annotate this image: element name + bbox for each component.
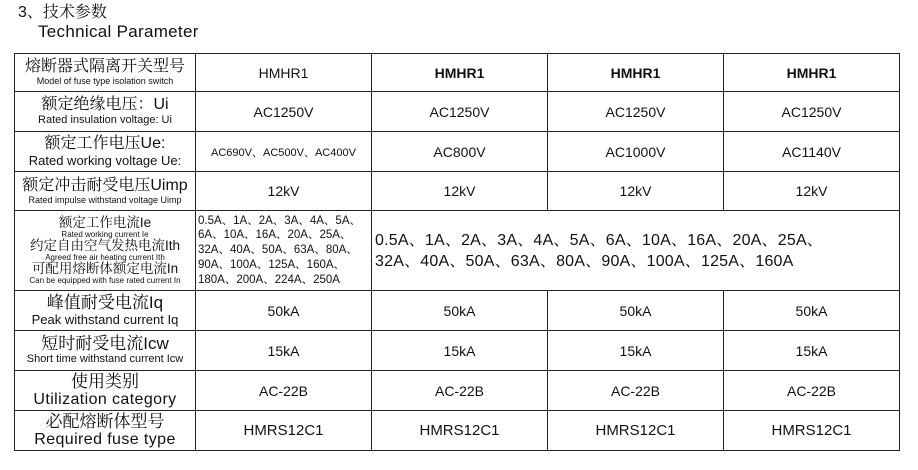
label-insulation-en: Rated insulation voltage: Ui	[38, 114, 172, 126]
cell-current-1	[196, 211, 372, 291]
cell-working-voltage-1: AC690V、AC500V、AC400V	[196, 132, 372, 172]
label-short-time	[15, 331, 196, 371]
table-row-short-time	[15, 331, 900, 371]
table-row-fuse	[15, 411, 900, 451]
label-insulation	[15, 92, 196, 132]
label-utilization-zh: 使用类别	[71, 372, 139, 391]
label-fuse-en: Required fuse type	[34, 431, 176, 448]
current-line: 32A、40A、50A、63A、80A、	[198, 244, 358, 257]
cell-working-voltage-4: AC1140V	[724, 132, 900, 172]
label-fuse-current-en: Can be equipped with fuse rated current In	[29, 276, 181, 285]
label-working-voltage-zh: 额定工作电压Ue:	[44, 135, 166, 152]
cell-impulse-2: 12kV	[372, 172, 548, 211]
label-current	[15, 211, 196, 291]
label-heating-current-zh: 约定自由空气发热电流Ith	[29, 238, 180, 253]
label-fuse-zh: 必配熔断体型号	[45, 412, 165, 431]
label-utilization	[15, 371, 196, 411]
cell-model-1: HMHR1	[196, 54, 372, 92]
cell-short-time-3: 15kA	[548, 331, 724, 371]
cell-impulse-1: 12kV	[196, 172, 372, 211]
technical-parameter-table	[14, 53, 900, 451]
label-model-zh: 熔断器式隔离开关型号	[24, 58, 185, 75]
label-working-voltage-en: Rated working voltage Ue:	[28, 153, 182, 168]
cell-utilization-3: AC-22B	[548, 371, 724, 411]
table-row-model	[15, 54, 900, 92]
cell-model-3: HMHR1	[548, 54, 724, 92]
cell-impulse-4: 12kV	[724, 172, 900, 211]
cell-fuse-4: HMRS12C1	[724, 411, 900, 451]
table-row-insulation	[15, 92, 900, 132]
section-heading-zh: 3、技术参数	[18, 4, 107, 21]
label-short-time-en: Short time withstand current Icw	[26, 353, 184, 365]
label-peak-zh: 峰值耐受电流Iq	[46, 293, 164, 312]
current-line: 0.5A、1A、2A、3A、4A、5A、	[198, 214, 361, 227]
cell-insulation-4: AC1250V	[724, 92, 900, 132]
cell-short-time-4: 15kA	[724, 331, 900, 371]
current-line: 6A、10A、16A、20A、25A、	[198, 229, 352, 242]
table-row-working-voltage	[15, 132, 900, 172]
label-impulse	[15, 172, 196, 211]
cell-short-time-2: 15kA	[372, 331, 548, 371]
label-utilization-en: Utilization category	[33, 391, 177, 408]
cell-fuse-3: HMRS12C1	[548, 411, 724, 451]
label-working-current-en: Rated working current Ie	[61, 230, 149, 239]
label-heating-current-en: Agreed free air heating current Ith	[45, 253, 165, 262]
section-heading	[18, 4, 199, 42]
cell-current-2-4	[372, 211, 900, 291]
table-row-current	[15, 211, 900, 291]
cell-peak-1: 50kA	[196, 291, 372, 331]
label-working-voltage	[15, 132, 196, 172]
cell-utilization-1: AC-22B	[196, 371, 372, 411]
label-peak-en: Peak withstand current Iq	[31, 312, 179, 327]
cell-peak-4: 50kA	[724, 291, 900, 331]
label-model-en: Model of fuse type isolation switch	[36, 76, 174, 86]
table-row-utilization	[15, 371, 900, 411]
cell-short-time-1: 15kA	[196, 331, 372, 371]
cell-fuse-1: HMRS12C1	[196, 411, 372, 451]
cell-peak-3: 50kA	[548, 291, 724, 331]
current-line: 180A、200A、224A、250A	[198, 273, 340, 286]
cell-utilization-4: AC-22B	[724, 371, 900, 411]
label-model	[15, 54, 196, 92]
current-line: 0.5A、1A、2A、3A、4A、5A、6A、10A、16A、20A、25A、	[375, 231, 824, 249]
cell-working-voltage-3: AC1000V	[548, 132, 724, 172]
cell-impulse-3: 12kV	[548, 172, 724, 211]
label-fuse	[15, 411, 196, 451]
cell-insulation-2: AC1250V	[372, 92, 548, 132]
label-peak	[15, 291, 196, 331]
table-row-peak	[15, 291, 900, 331]
label-insulation-zh: 额定绝缘电压：Ui	[41, 96, 169, 113]
label-short-time-zh: 短时耐受电流Icw	[41, 334, 169, 353]
cell-utilization-2: AC-22B	[372, 371, 548, 411]
cell-insulation-3: AC1250V	[548, 92, 724, 132]
label-working-current-zh: 额定工作电流Ie	[58, 215, 152, 230]
label-fuse-current-zh: 可配用熔断体额定电流In	[31, 261, 179, 276]
cell-peak-2: 50kA	[372, 291, 548, 331]
current-line: 90A、100A、125A、160A、	[198, 258, 346, 271]
table-row-impulse	[15, 172, 900, 211]
label-impulse-en: Rated impulse withstand voltage Uimp	[28, 194, 182, 205]
cell-fuse-2: HMRS12C1	[372, 411, 548, 451]
cell-working-voltage-2: AC800V	[372, 132, 548, 172]
cell-insulation-1: AC1250V	[196, 92, 372, 132]
label-impulse-zh: 额定冲击耐受电压Uimp	[22, 176, 188, 194]
cell-model-4: HMHR1	[724, 54, 900, 92]
section-heading-en: Technical Parameter	[38, 22, 199, 42]
current-line: 32A、40A、50A、63A、80A、90A、100A、125A、160A	[375, 252, 794, 270]
cell-model-2: HMHR1	[372, 54, 548, 92]
